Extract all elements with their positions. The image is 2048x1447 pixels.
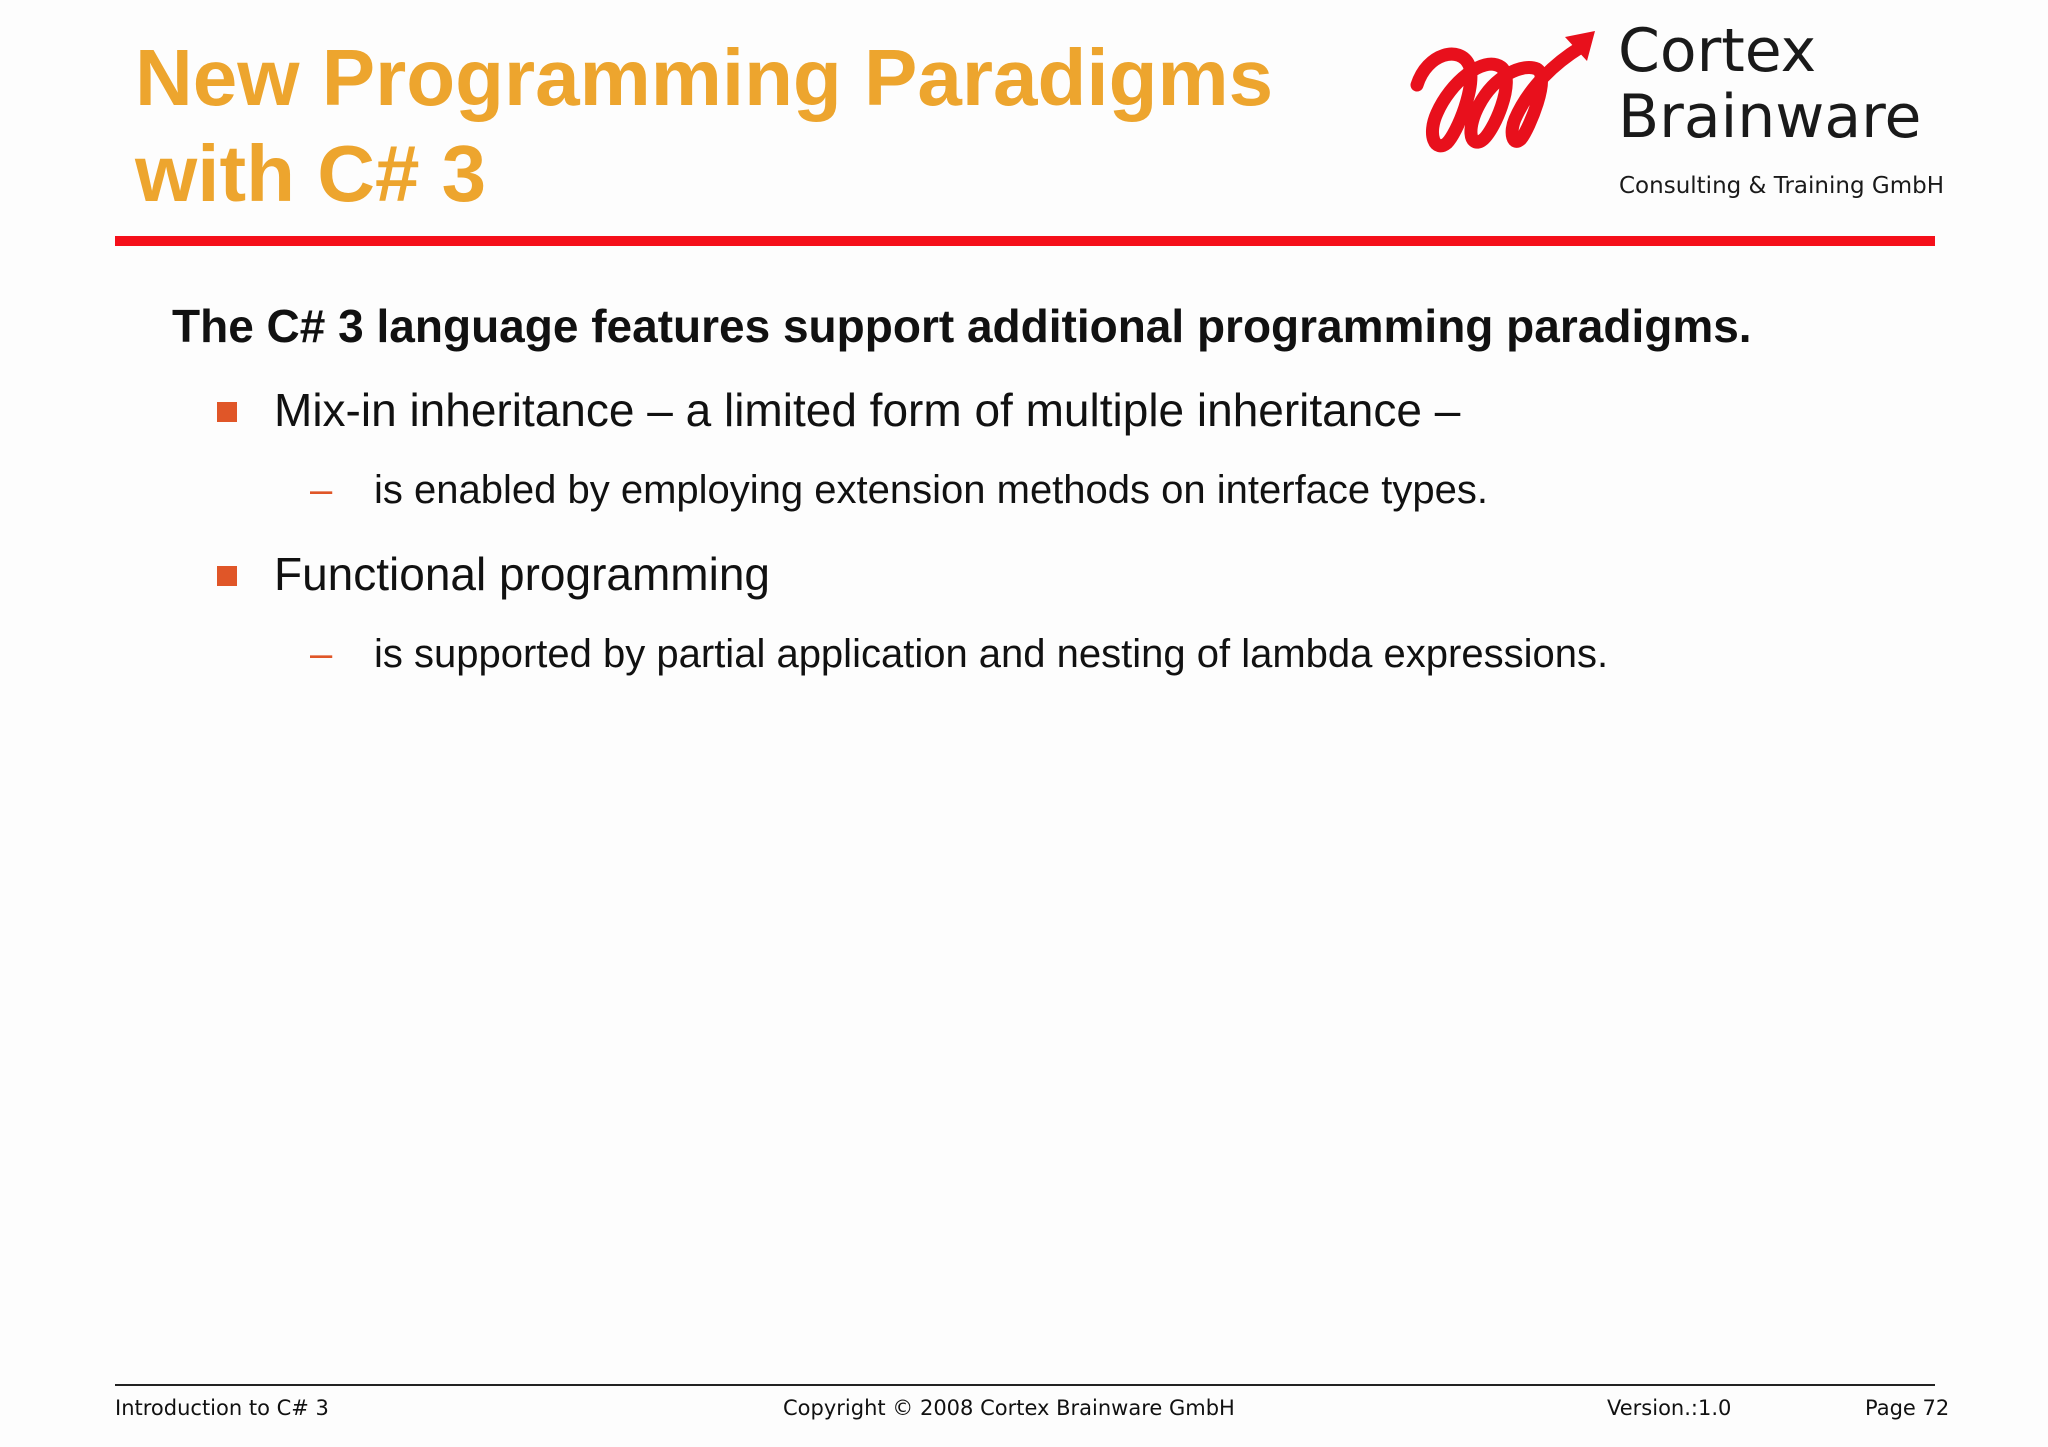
bullet-main-row: [172, 380, 1932, 440]
logo-tagline: Consulting & Training GmbH: [1619, 173, 1944, 199]
footer-copyright: Copyright © 2008 Cortex Brainware GmbH: [783, 1396, 1235, 1420]
logo-name-line-1: Cortex: [1618, 16, 1817, 86]
sub-bullet-row: [172, 626, 1932, 682]
company-logo: [1405, 18, 1945, 208]
slide-title-line-2: with C# 3: [135, 129, 487, 218]
square-bullet-icon: [217, 566, 237, 586]
list-item: [172, 380, 1932, 518]
brain-swirl-logo-icon: [1405, 23, 1605, 163]
dash-bullet-icon: –: [310, 468, 333, 512]
footer-version: Version.:1.0: [1607, 1396, 1732, 1420]
sub-bullet-text: is supported by partial application and nesting of lambda expressions.: [374, 632, 1609, 676]
dash-bullet-icon: –: [310, 632, 333, 676]
footer-page-number: Page 72: [1865, 1396, 1950, 1420]
sub-bullet-text: is enabled by employing extension methods on interface types.: [374, 468, 1489, 512]
header-divider: [115, 236, 1935, 246]
lead-statement: The C# 3 language features support additional programming paradigms.: [172, 300, 1752, 352]
slide-title-line-1: New Programming Paradigms: [135, 33, 1274, 122]
bullet-main-row: [172, 544, 1932, 604]
slide-title: [135, 30, 1273, 222]
bullet-list: [172, 380, 1932, 682]
list-item: [172, 544, 1932, 682]
footer-divider: [115, 1384, 1935, 1386]
slide-content: [172, 296, 1932, 682]
logo-wordmark: [1618, 18, 1921, 150]
square-bullet-icon: [217, 402, 237, 422]
bullet-text: Functional programming: [274, 548, 771, 600]
bullet-text: Mix-in inheritance – a limited form of multiple inheritance –: [274, 384, 1461, 436]
logo-name-line-2: Brainware: [1618, 82, 1922, 152]
sub-bullet-row: [172, 462, 1932, 518]
footer-course-title: Introduction to C# 3: [115, 1396, 329, 1420]
